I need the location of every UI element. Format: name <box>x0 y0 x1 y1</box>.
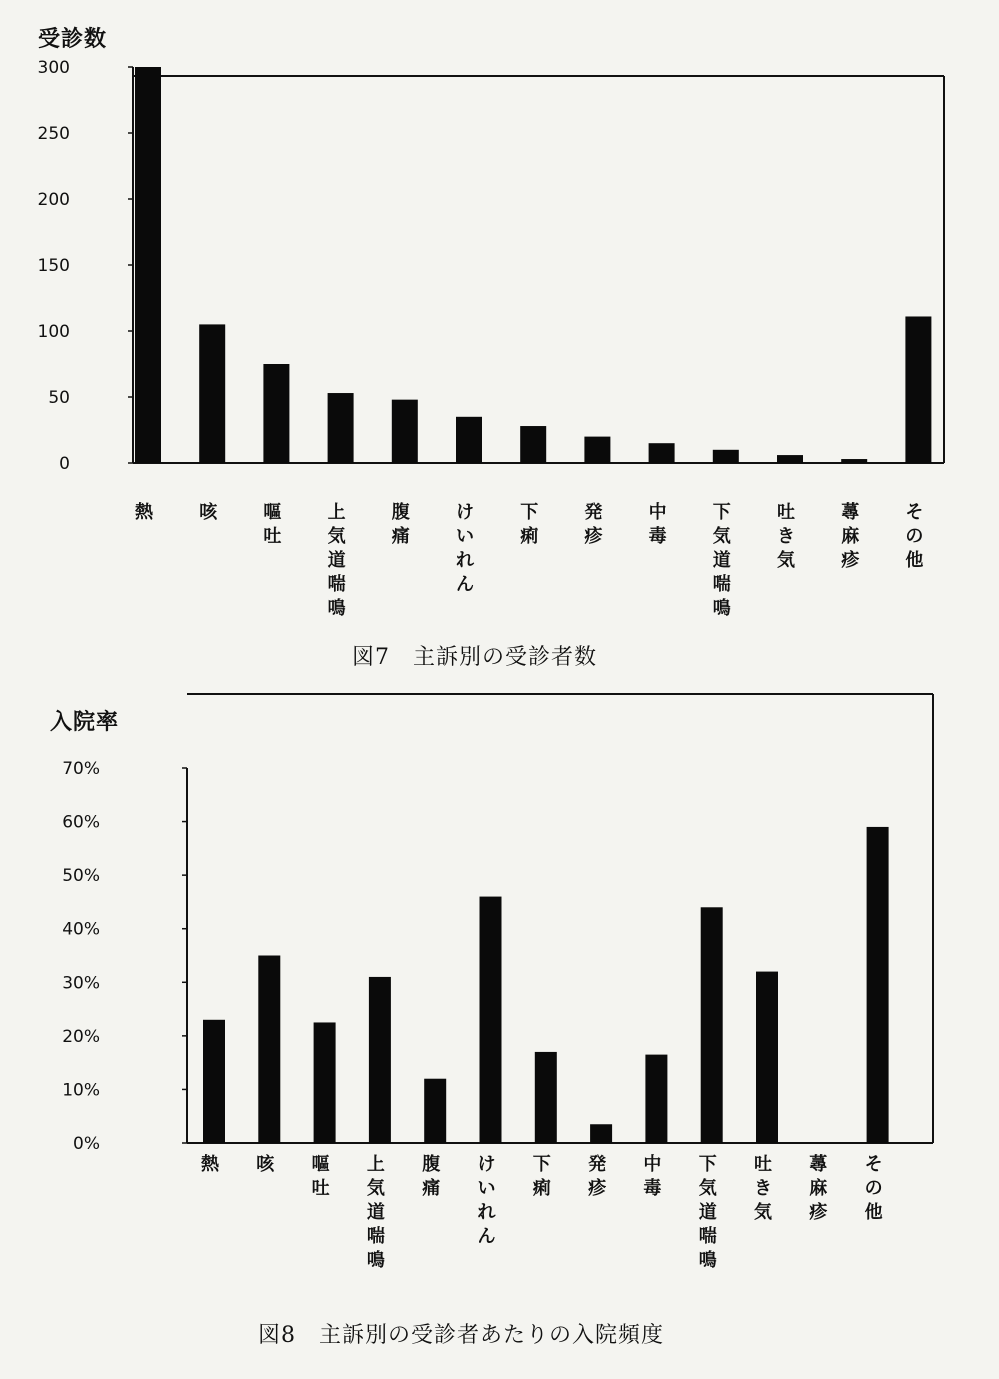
chart1-category-label: 蕁麻疹 <box>841 502 860 571</box>
chart2-category-label: その他 <box>864 1154 883 1223</box>
chart1-ytick-label: 50 <box>48 388 70 408</box>
chart2-ytick-label: 30% <box>62 973 100 994</box>
chart1-ytick-label: 150 <box>37 256 70 276</box>
chart1-ytick-label: 300 <box>37 58 70 78</box>
chart2-category-label: 上気道喘鳴 <box>366 1154 385 1271</box>
chart2-category-label: 熱 <box>201 1154 219 1175</box>
chart2-caption: 図8 主訴別の受診者あたりの入院頻度 <box>258 1323 664 1348</box>
chart1-category-label: 下気道喘鳴 <box>712 502 731 619</box>
chart1-category-label: 中毒 <box>648 502 667 547</box>
chart1-category-label: 上気道喘鳴 <box>327 502 346 619</box>
chart1-category-label: 吐き気 <box>777 502 795 571</box>
chart2-ytick-label: 40% <box>62 919 100 940</box>
chart2-bar <box>645 1055 667 1143</box>
chart1-category-label: 咳 <box>199 502 218 523</box>
chart1-category-label: 嘔吐 <box>263 502 282 547</box>
chart2-category-label: 嘔吐 <box>311 1154 330 1199</box>
chart2-ylabel: 入院率 <box>50 710 120 735</box>
chart2-category-label: 吐き気 <box>754 1154 772 1223</box>
chart2-category-label: 腹痛 <box>422 1154 441 1199</box>
chart2-bar <box>480 897 502 1143</box>
chart1-ylabel: 受診数 <box>38 27 108 52</box>
chart2-category-label: 蕁麻疹 <box>809 1154 828 1223</box>
chart2-category-label: 発疹 <box>588 1154 607 1199</box>
chart2-bar <box>756 972 778 1143</box>
chart2-bar <box>867 827 889 1143</box>
chart2-category-label: 中毒 <box>643 1154 662 1199</box>
chart2-bar <box>314 1022 336 1143</box>
chart2-ytick-label: 70% <box>62 759 100 779</box>
chart1-ytick-label: 100 <box>37 322 70 342</box>
chart1-category-label: 発疹 <box>584 502 603 547</box>
chart2-category-label: 咳 <box>256 1154 275 1175</box>
chart2-ytick-label: 0% <box>73 1134 100 1154</box>
chart2-bar <box>369 977 391 1143</box>
chart1-category-label: 腹痛 <box>391 502 410 547</box>
chart1-caption: 図7 主訴別の受診者数 <box>352 645 597 670</box>
chart2-bar <box>258 956 280 1144</box>
chart2-bar <box>701 907 723 1143</box>
chart2-bar <box>590 1124 612 1143</box>
chart2-ytick-label: 60% <box>62 812 100 833</box>
chart2-category-label: けいれん <box>477 1154 496 1247</box>
chart2-ytick-label: 50% <box>62 866 100 887</box>
chart2-bar <box>535 1052 557 1143</box>
chart2-ytick-label: 10% <box>62 1080 100 1101</box>
chart1-category-label: 熱 <box>135 502 153 523</box>
chart2-category-label: 下気道喘鳴 <box>698 1154 717 1271</box>
chart1-category-label: その他 <box>905 502 924 571</box>
chart2-bar <box>203 1020 225 1143</box>
chart2-ytick-label: 20% <box>62 1026 100 1047</box>
chart1-category-label: 下痢 <box>520 502 539 547</box>
chart1-category-label: けいれん <box>456 502 474 595</box>
chart1-ytick-label: 0 <box>59 454 70 474</box>
chart2-category-label: 下痢 <box>532 1154 551 1199</box>
chart1-ytick-label: 200 <box>37 190 70 210</box>
chart2-bar <box>424 1079 446 1143</box>
chart1-ytick-label: 250 <box>37 124 70 144</box>
